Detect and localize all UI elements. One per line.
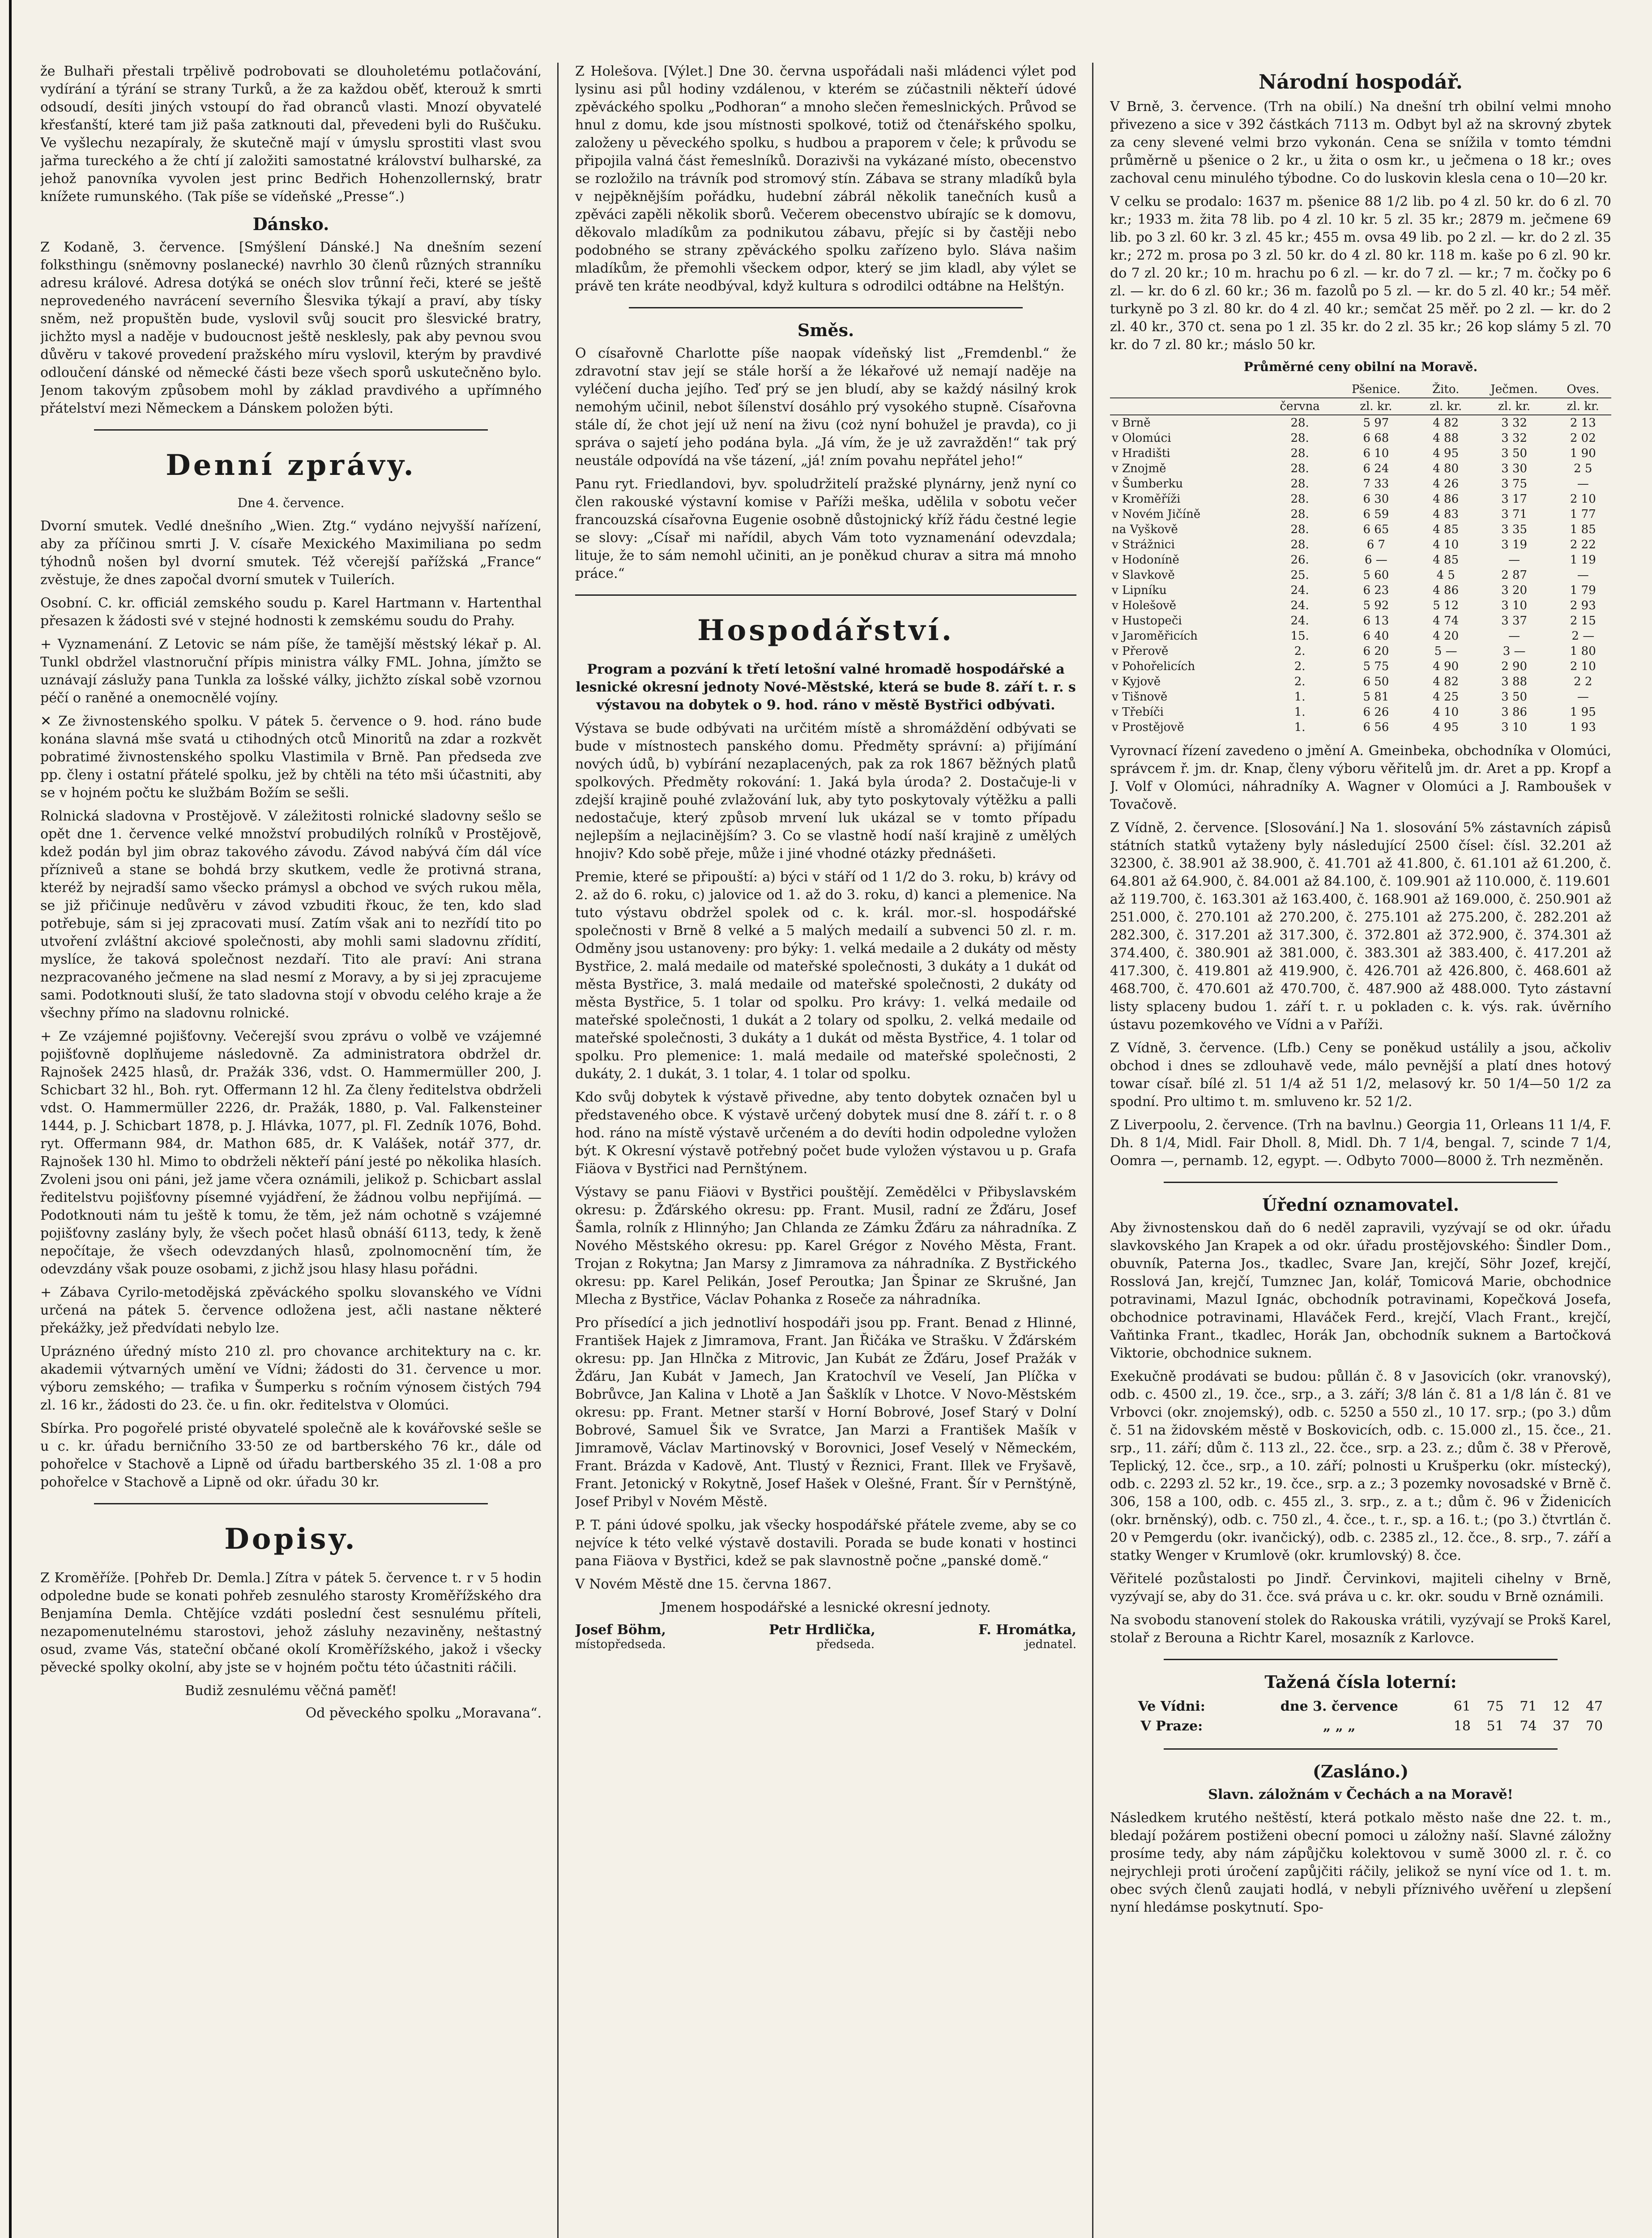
notice-item: Aby živnostenskou daň do 6 neděl zapravili, vyzývají se od okr. úřadu slavkovského Jan Krapek a od okr. úřadu prostějovského: Šindler Dom., obuvník, Paterna Jos., tkadlec, Svare Jan, krejčí, Söhr Jozef, krejčí, Rosslová Jan, krejčí, Tumznec Jan, kolář, Tomicová Marie, obchodnice potravinami, Mazul Ignác, obchodník potravinami, Kopečková Josefa, obchodnice potravinami, Hlaváček Ferd., krejčí, Vlach Frant., krejčí, Vaňtinka Frant., tkadlec, Horák Jan, obchodník suknem a Bartočková Viktorie, obchodnice suknem. — [1110, 1220, 1611, 1361]
heading-official-notices: Úřední oznamovatel. — [1262, 1195, 1460, 1215]
grain-table-cell: v Holešově — [1112, 599, 1177, 612]
grain-table-cell: 28. — [1290, 416, 1309, 430]
grain-table-units — [1110, 398, 1611, 415]
grain-table-cell: 5 — — [1434, 645, 1457, 658]
lottery-cell: 61 — [1453, 1699, 1471, 1714]
grain-table-cell: 6 68 — [1363, 431, 1389, 445]
grain-col-header: Oves. — [1555, 381, 1611, 398]
grain-table-cell: 5 97 — [1363, 416, 1389, 430]
news-item: + Vyznamenání. Z Letovic se nám píše, že tamější městský lékař p. Al. Tunkl obdržel vlastnoruční přípis ministra války FML. Johna, jímžto se uznávají záslužy pana Tunkla za lošské války, jichžto získal sobě vzornou péčí o raněné a onemocnělé vojíny. — [40, 636, 542, 706]
signature-name: Josef Böhm, — [575, 1622, 666, 1638]
grain-table-row — [1110, 613, 1611, 628]
grain-unit: zl. kr. — [1418, 398, 1474, 415]
grain-table-row — [1110, 537, 1611, 552]
grain-table-cell: 2 10 — [1570, 492, 1596, 506]
grain-table-cell: 4 10 — [1433, 538, 1459, 551]
grain-table-cell: 6 7 — [1366, 538, 1386, 551]
article-danish: Z Kodaně, 3. července. [Smýšlení Dánské.] Na dnešním sezení folksthingu (sněmovny poslanecké) navrhlo 30 členů různých stranníku adresu králové. Adresa dotýká se onéch slov trůnní řeči, které se ještě neprovedeného navrácení severního Šlesvika týkají a praví, aby tísky sněm, než propuštěn bude, vyslovil svůj soucit pro šlesvické bratry, jichžto mysl a naděje v budoucnost ještě nesklesly, pak aby pevnou svou důvěru v takové provedení pražského míru vyslovil, kterým by pravdivé odloučení dánské od německé části beze všech sporů uskutečněno bylo. Jenom takovým způsobem mohl by základ pravdivého a upřímného přátelství mezi Německem a Dánskem položen býti. — [40, 239, 542, 416]
grain-table-cell: 1. — [1294, 705, 1306, 719]
lottery-table — [1110, 1696, 1611, 1737]
signature-role-row — [575, 1638, 1076, 1651]
signature-role: jednatel. — [1025, 1638, 1076, 1651]
sent-in-subtitle: Slavn. záložnám v Čechách a na Moravě! — [1208, 1787, 1513, 1802]
grain-table-cell: 28. — [1290, 431, 1309, 445]
grain-table-cell: 1 95 — [1570, 705, 1596, 719]
grain-table-cell: v Strážnici — [1112, 538, 1175, 551]
grain-table-row — [1110, 552, 1611, 568]
grain-table-cell: 4 74 — [1433, 614, 1459, 628]
news-item: ✕ Ze živnostenského spolku. V pátek 5. července o 9. hod. ráno bude konána slavná mše svatá u ctihodných otců Minoritů na zdar a rozkvět pobratimé živnostenského spolku Vlastimila v Brně. Pan předseda zve pp. členy i ostatní přátelé spolku, jež by chtěli na této mši účastniti, aby se v hojném počtu ke službám Božím se sešli. — [40, 713, 542, 801]
grain-table-cell: 4 86 — [1433, 584, 1459, 597]
grain-table-cell: 2 02 — [1570, 431, 1596, 445]
grain-table-cell: 1 19 — [1570, 553, 1596, 567]
grain-table-cell: 4 25 — [1433, 690, 1459, 704]
grain-unit: června — [1265, 398, 1334, 415]
grain-table-cell: v Hradišti — [1112, 447, 1170, 460]
grain-table-row — [1110, 628, 1611, 644]
grain-table-cell: 3 32 — [1501, 416, 1528, 430]
grain-table-cell: 2 22 — [1570, 538, 1596, 551]
grain-table-cell: — — [1577, 568, 1589, 582]
lottery-cell: 47 — [1585, 1699, 1603, 1714]
signature-name: F. Hromátka, — [978, 1622, 1076, 1638]
lottery-cell: 74 — [1520, 1718, 1537, 1734]
grain-table-cell: 5 92 — [1363, 599, 1389, 612]
news-item: Dvorní smutek. Vedlé dnešního „Wien. Ztg.“ vydáno nejvyšší nařízení, aby za příčinou smrti J. V. císaře Mexického Maximiliana po sedm týhodnů nošen byl dvorní smutek. Též včerejší pařížská „France“ zvěstuje, že dnes započal dvorní smutek v Tuilerích. — [40, 518, 542, 588]
grain-table-row — [1110, 491, 1611, 507]
letter-kromeriz: Z Kroměříže. [Pohřeb Dr. Demla.] Zítra v pátek 5. července t. r v 5 hodin odpoledne bude se konati pohřeb zesnulého starosty Kroměřížského dra Benjamína Demla. Chtějíce vzdáti poslední čest sesnulému příteli, nezapomenutelnému starostovi, jehož zásluhy nezaviněny, neštastný osud, zvame Vás, stateční občané okolí Kroměřížského, jakož i všecky pěvecké spolky okolní, aby jste se v hojném počtu této účastniti ráčili. — [40, 1570, 542, 1675]
grain-table-cell: 4 85 — [1433, 553, 1459, 567]
grain-table-cell: 5 81 — [1363, 690, 1389, 704]
grain-table-cell: 28. — [1290, 477, 1309, 491]
lottery-row — [1111, 1717, 1610, 1736]
signature-row — [575, 1622, 1076, 1638]
grain-table-cell: — — [1577, 477, 1589, 491]
divider — [94, 1503, 488, 1504]
grain-table-cell: v Šumberku — [1112, 477, 1183, 491]
grain-table-cell: 6 23 — [1363, 584, 1389, 597]
divider — [629, 307, 1023, 308]
grain-table-cell: v Kyjově — [1112, 675, 1161, 688]
grain-table-row — [1110, 674, 1611, 689]
grain-table-cell: 28. — [1290, 523, 1309, 536]
grain-table-row — [1110, 568, 1611, 583]
grain-table-cell: 4 90 — [1433, 660, 1459, 673]
grain-table-cell: v Přerově — [1112, 645, 1169, 658]
grain-table-cell: 3 20 — [1501, 584, 1528, 597]
grain-table-cell: 4 83 — [1433, 508, 1459, 521]
grain-table-cell: v Třebíči — [1112, 705, 1164, 719]
lottery-cell: 70 — [1585, 1718, 1603, 1734]
grain-table-cell: 6 50 — [1363, 675, 1389, 688]
grain-table-cell: 4 82 — [1433, 675, 1459, 688]
grain-table-cell: 2 5 — [1574, 462, 1592, 475]
grain-table-row — [1110, 689, 1611, 705]
sent-in-text: Následkem krutého neštěstí, která potkalo město naše dne 22. t. m., bledají požárem postiženi obecní pomoci u záložny naší. Slavné záložny prosíme tedy, aby nám zápůjčku kolektovou v sumě 3000 zl. r. č. co nejrychleji proti úročení zapůjčiti ráčily, jelikož se nyní více od 1. t. m. obec svých členů zaujati hodlá, v nebyli příznivého uvěření u zlepšení nyní hledámse poskytnutí. Spo- — [1110, 1810, 1611, 1915]
grain-table-header — [1110, 381, 1611, 398]
finance-item: Z Vídně, 3. července. (Lfb.) Ceny se poněkud ustálily a jsou, ačkoliv obchod i dnes se zdlouhavě vede, málo pevnější a platí dnes hotový towar císař. bílé zl. 51 1/4 až 51 1/2, melasový kr. 50 1/4—50 1/2 za spodní. Pro ultimo t. m. smluveno kr. 52 1/2. — [1110, 1040, 1611, 1110]
grain-col-header — [1110, 381, 1265, 398]
grain-table-row — [1110, 583, 1611, 598]
letter-signature: Od pěveckého spolku „Moravana“. — [305, 1705, 542, 1721]
page-edge — [9, 0, 12, 2238]
grain-unit: zl. kr. — [1334, 398, 1418, 415]
grain-table-cell: 26. — [1290, 553, 1309, 567]
misc-item: Panu ryt. Friedlandovi, byv. spoludržitelí pražské plynárny, jenž nyní co člen rakouské výstavní komise v Paříži meška, udělila v sobotu večer francouzská císařovna Eugenie osobně důstojnický kříž řádu čestné legie se slovy: „Císař mi nařídil, abych Vám toto vyznamenání odevzdala; lituje, že to sám nemohl učiniti, an je poněkud churav a sitra má mnoho práce.“ — [575, 476, 1076, 581]
grain-table-cell: 4 95 — [1433, 447, 1459, 460]
grain-table-cell: 1. — [1294, 721, 1306, 734]
grain-table-cell: 7 33 — [1363, 477, 1389, 491]
grain-table-cell: 3 10 — [1501, 599, 1528, 612]
grain-table-cell: 5 12 — [1433, 599, 1459, 612]
grain-table-cell: na Vyškově — [1112, 523, 1178, 536]
column-rule — [1092, 63, 1093, 2238]
grain-table-cell: 3 50 — [1501, 690, 1528, 704]
column-1 — [40, 63, 542, 2238]
heading-economy: Hospodářství. — [697, 614, 954, 647]
news-item: + Zábava Cyrilo-metodějská zpěváckého spolku slovanského ve Vídni určená na pátek 5. července odložena jest, ačli nastane některé překážky, jež předvídati nebylo lze. — [40, 1285, 542, 1336]
heading-danish: Dánsko. — [252, 214, 329, 234]
grain-table-cell: 2. — [1294, 675, 1306, 688]
grain-table-cell: — — [1508, 553, 1520, 567]
lottery-cell: 51 — [1486, 1718, 1504, 1734]
grain-table-cell: 2 — — [1571, 629, 1595, 643]
grain-table-cell: 1 77 — [1570, 508, 1596, 521]
grain-table-cell: 3 86 — [1501, 705, 1528, 719]
divider — [575, 594, 1076, 596]
grain-table-row — [1110, 507, 1611, 522]
grain-table-cell: 4 95 — [1433, 721, 1459, 734]
finance-item: Vyrovnací řízení zavedeno o jmění A. Gmeinbeka, obchodníka v Olomúci, správcem ř. jm. dr. Knap, členy výboru věřitelů jm. dr. Aret a pp. Kropf a J. Volf v Olomúci, náhradníky A. Wagner v Olomúci a J. Ramboušek v Tovačově. — [1110, 743, 1611, 812]
grain-col-header — [1265, 381, 1334, 398]
grain-table-cell: 5 75 — [1363, 660, 1389, 673]
grain-price-table — [1110, 381, 1611, 735]
grain-table-cell: 4 86 — [1433, 492, 1459, 506]
finance-item: Z Vídně, 2. července. [Slosování.] Na 1. slosování 5% zástavních zápisů státních statků vytaženy byly následující 2500 čísel: čísl. 32.201 až 32300, č. 38.901 až 38.900, č. 41.701 až 41.800, č. 61.101 až 61.200, č. 64.801 až 64.900, č. 84.001 až 84.100, č. 109.901 až 110.000, č. 119.601 až 119.700, č. 163.301 až 163.400, č. 168.901 až 169.000, č. 250.901 až 251.000, č. 270.101 až 270.200, č. 275.101 až 275.200, č. 282.201 až 282.300, č. 317.201 až 317.300, č. 372.801 až 372.900, č. 374.301 až 374.400, č. 380.901 až 381.000, č. 383.301 až 383.400, č. 417.201 až 417.300, č. 419.801 až 419.900, č. 426.701 až 426.800, č. 468.601 až 468.700, č. 470.601 až 470.700, č. 487.900 až 488.000. Tyto zástavní listy splaceny budou 1. září t. r. u pokladen c. k. výs. rak. úvěrního ústavu pozemkového ve Vídni a v Paříži. — [1110, 820, 1611, 1033]
grain-table-cell: 6 — — [1365, 553, 1387, 567]
grain-table-cell: v Kroměříži — [1112, 492, 1181, 506]
grain-table-cell: 2 2 — [1574, 675, 1592, 688]
market-brno: V Brně, 3. července. (Trh na obilí.) Na dnešní trh obilní velmi mnoho přivezeno a sice v 392 částkách 7113 m. Odbyt byl až na skrovný zbytek za ceny slevené velmi brzo vykonán. Cena se snížila v tomto témdni průměrně u pšenice o 2 kr., u žita o osm kr., u ječmena o 18 kr.; oves zachoval cenu minulého týbodne. Co do luskovin klesla cena o 10—20 kr. — [1110, 99, 1611, 186]
grain-table-cell: 28. — [1290, 538, 1309, 551]
heading-letters: Dopisy. — [224, 1522, 358, 1556]
grain-unit: zl. kr. — [1474, 398, 1555, 415]
lottery-cell: 12 — [1553, 1699, 1570, 1714]
news-item: Upráznéno úředný místo 210 zl. pro chovance architektury na c. kr. akademii výtvarných umění ve Vídni; žádosti do 31. července u mor. výboru zemského; — trafika v Šumperku s ročním výnosem čistých 794 zl. 16 kr., žádosti do 23. če. u fin. okr. ředitelstva v Olomúci. — [40, 1344, 542, 1413]
grain-table-row — [1110, 461, 1611, 476]
column-rule — [557, 63, 559, 2238]
grain-table-cell: v Lipníku — [1112, 584, 1167, 597]
grain-col-header: Ječmen. — [1474, 381, 1555, 398]
grain-table-cell: 6 24 — [1363, 462, 1389, 475]
grain-table-cell: 15. — [1290, 629, 1309, 643]
heading-national-economist: Národní hospodář. — [1258, 71, 1463, 94]
grain-table-cell: v Znojmě — [1112, 462, 1166, 475]
market-sales: V celku se prodalo: 1637 m. pšenice 88 1/2 lib. po 4 zl. 50 kr. do 6 zl. 70 kr.; 1933 m. žita 78 lib. po 4 zl. 10 kr. 5 zl. 35 kr.; 2879 m. ječmene 69 lib. po 3 zl. 60 kr. 3 zl. 45 kr.; 455 m. ovsa 49 lib. po 2 zl. — kr. do 2 zl. 35 kr.; 272 m. prosa po 3 zl. 50 kr. do 4 zl. 80 kr. 118 m. kaše po 6 zl. 90 kr. do 7 zl. 20 kr.; 10 m. hrachu po 6 zl. — kr. do 7 zl. — kr.; 7 m. čočky po 6 zl. — kr. do 6 zl. 60 kr.; 36 m. fazolů po 5 zl. — kr. do 5 zl. 40 kr.; 54 měř. turkyně po 3 zl. 80 kr. do 4 zl. 40 kr.; semčat 25 měř. po 2 zl. — kr. do 2 zl. 40 kr., 370 ct. sena po 1 zl. 35 kr. do 2 zl. 35 kr.; 26 kop slámy 5 zl. 70 kr. do 7 zl. 80 kr.; máslo 50 kr. — [1110, 194, 1611, 353]
grain-table-cell: 6 26 — [1363, 705, 1389, 719]
article-bulgaria: že Bulhaři přestali trpělivě podrobovati se dlouholetému potlačování, vydírání a týrání se strany Turků, a že za každou oběť, kterouž k smrti odsoudí, desíti jiných vstoupí do řad obranců vlasti. Mnozí obyvatelé křesťanští, které tam již paša zatknouti dal, převedeni byli do Ruščuku. Ve vyšlechu nezapíraly, že skutečně mají v úmyslu sprostiti vlast svou jařma tureckého a že chtí jí založiti samostatné království bulharské, za jehož panovníka vyvolen jest princ Bedřich Hohenzollernský, bratr knížete rumunského. (Tak píše se vídeňské „Presse“.) — [40, 64, 542, 205]
grain-table-cell: 3 71 — [1501, 508, 1528, 521]
heading-lottery: Tažená čísla loterní: — [1264, 1672, 1457, 1692]
grain-table-cell: 3 32 — [1501, 431, 1528, 445]
news-item: + Ze vzájemné pojišťovny. Večerejší svou zprávu o volbě ve vzájemné pojišťovně doplňujeme následovně. Za administratora obdržel dr. Rajnošek 2425 hlasů, dr. Pražák 336, vdst. O. Hammermüller 200, J. Schicbart 32 hl., Boh. ryt. Offermann 12 hl. Za členy ředitelstva obdrželi vdst. O. Hammermüller 2226, dr. Pražák, 1880, p. Val. Falkensteiner 1444, p. J. Schicbart 1878, p. J. Hlávka, 1077, pl. Fl. Zedník 1076, Bohd. ryt. Offermann 984, dr. Mathon 685, dr. K Valášek, notář 377, dr. Rajnošek 130 hl. Mimo to obdrželi někteří pání jesté po několika hlasích. Zvoleni jsou oni páni, jež jame včera oznámili, jelikož p. Schicbart asslal ředitelstvu pojišťovny písemné vyjádření, že žádnou volbu nepřijímá. — Podotknouti nám tu ještě k tomu, že těm, jež nám ochotně s vzájemné pojišťovny zaslány byly, že všech počet hlasů obnáší 6113, tedy, k ženě nepočítaje, že všech odevzdaných hlasů, zpolnomocnění tím, že odevzdány však pouze osobami, z jichž jsou hlasy hlasu pořádni. — [40, 1029, 542, 1277]
grain-table-cell: 6 40 — [1363, 629, 1389, 643]
lottery-cell: 18 — [1453, 1718, 1471, 1734]
grain-table-cell: v Tišnově — [1112, 690, 1168, 704]
grain-table-cell: 4 80 — [1433, 462, 1459, 475]
grain-table-cell: 4 82 — [1433, 416, 1459, 430]
column-3 — [1110, 63, 1611, 2238]
grain-table-cell: 6 30 — [1363, 492, 1389, 506]
heading-sent-in: (Zasláno.) — [1312, 1761, 1409, 1781]
grain-table-cell: 28. — [1290, 508, 1309, 521]
grain-table-cell: 3 17 — [1501, 492, 1528, 506]
grain-table-cell: 6 56 — [1363, 721, 1389, 734]
finance-item: Z Liverpoolu, 2. července. (Trh na bavlnu.) Georgia 11, Orleans 11 1/4, F. Dh. 8 1/4, Midl. Fair Dholl. 8, Midl. Dh. 7 1/4, bengal. 7, scinde 7 1/4, Oomra —, pernamb. 12, egypt. —. Odbyto 7000—8000 ž. Trh nezměněn. — [1110, 1117, 1611, 1169]
economy-paragraph: Premie, které se připouští: a) býci v stáří od 1 1/2 do 3. roku, b) krávy od 2. až do 6. roku, c) jalovice od 1. až do 3. roku, d) kanci a plemenice. Na tuto výstavu obdržel spolek od c. k. král. mor.-sl. hospodářské společnosti v Brně 8 velké a 5 malých medailí a subvenci 50 zl. r. m. Odměny jsou ustanoveny: pro býky: 1. velká medaile a 2 dukáty od městy Bystřice, 2. malá medaile od mateřské společnosti, 3 dukáty a 1 dukát od města Bystřice, 3. malá medaile od mateřské společnosti, 2 dukáty od města Bystřice, 5. 1 tolar od spolku. Pro krávy: 1. velká medaile od mateřské společnosti, 1 dukát a 2 tolary od spolku, 2. velká medaile od mateřské společnosti, 3 dukáty a 1 dukát od města Bystřice, 4. 1 tolar od spolku. Pro plemenice: 1. malá medaile od mateřské společnosti, 2 dukáty, 2. 1 dukát, 3. 1 tolar, 4. 1 tolar od spolku. — [575, 869, 1076, 1082]
grain-table-cell: 24. — [1290, 584, 1309, 597]
lottery-cell: V Praze: — [1140, 1718, 1203, 1734]
grain-table-cell: 6 65 — [1363, 523, 1389, 536]
grain-table-cell: v Novém Jičíně — [1112, 508, 1201, 521]
grain-table-cell: 1 85 — [1570, 523, 1596, 536]
grain-table-cell: 4 20 — [1433, 629, 1459, 643]
grain-table-cell: 6 13 — [1363, 614, 1389, 628]
grain-table-cell: v Jaroměřicích — [1112, 629, 1198, 643]
grain-table-cell: — — [1508, 629, 1520, 643]
grain-table-cell: 2. — [1294, 660, 1306, 673]
grain-table-cell: v Prostějově — [1112, 721, 1184, 734]
economy-sig-title: Jmenem hospodářské a lesnické okresní jednoty. — [661, 1600, 991, 1615]
grain-table-row — [1110, 415, 1611, 431]
grain-table-cell: 1 90 — [1570, 447, 1596, 460]
grain-table-cell: 25. — [1290, 568, 1309, 582]
lottery-row — [1111, 1697, 1610, 1716]
grain-table-cell: 4 10 — [1433, 705, 1459, 719]
grain-table-cell: 6 20 — [1363, 645, 1389, 658]
economy-program-title: Program a pozvání k třetí letošní valné hromadě hospodářské a lesnické okresní jednoty Nové-Městské, která se bude 8. září t. r. s výstavou na dobytek o 9. hod. ráno v městě Bystřici odbývati. — [576, 662, 1076, 713]
grain-table-cell: 24. — [1290, 614, 1309, 628]
grain-table-title: Průměrné ceny obilní na Moravě. — [1243, 359, 1478, 374]
economy-paragraph: P. T. páni údové spolku, jak všecky hospodářské přátele zveme, aby se co nejvíce k této velké výstavě dostavili. Porada se bude konati v hostinci pana Fiäova v Bystřici, kdež se pak slavnostně počne „panské domě.“ — [575, 1517, 1076, 1569]
divider — [94, 429, 488, 431]
grain-table-cell: v Pohořelicích — [1112, 660, 1195, 673]
grain-table-cell: 4 26 — [1433, 477, 1459, 491]
heading-daily-news: Denní zprávy. — [166, 448, 416, 482]
grain-table-row — [1110, 659, 1611, 674]
lottery-cell: 37 — [1553, 1718, 1570, 1734]
grain-table-cell: 4 5 — [1436, 568, 1455, 582]
grain-table-cell: 28. — [1290, 447, 1309, 460]
grain-table-cell: 2 15 — [1570, 614, 1596, 628]
grain-table-cell: 4 85 — [1433, 523, 1459, 536]
divider — [1164, 1659, 1558, 1660]
economy-paragraph: Kdo svůj dobytek k výstavě přivedne, aby tento dobytek označen byl u představeného obce. K výstavě určený dobytek musí dne 8. září t. r. o 8 hod. ráno na místě výstavě určeném a do devíti hodin odpoledne vyložen být. K Okresní výstavě potřebný počet bude vyložen výstavou u p. Grafa Fiäova v Bystřici nad Pernštýnem. — [575, 1089, 1076, 1177]
grain-table-cell: v Brně — [1112, 416, 1151, 430]
signature-role: předseda. — [816, 1638, 875, 1651]
divider — [1164, 1182, 1558, 1183]
grain-table-cell: 2 13 — [1570, 416, 1596, 430]
lottery-body — [1111, 1697, 1610, 1736]
news-item: Rolnická sladovna v Prostějově. V záležitosti rolnické sladovny sešlo se opět dne 1. července velké množství probudilých rolníků v Prostějově, kdež podán byl jim obraz takového závodu. Závod nabývá čím dál více přízniveů a stane se bohdá brzy skutkem, vedle že protivná strana, kteréž by nejradší samo všecko prámysl a obchod ve svých rukou měla, se již přičinuje nedůvěru v závod vzbuditi řkouc, že ten, kdo slad potřebuje, sám si jej zpracovati musí. Zatím však ani to nezřídí tito po utvoření zvláštní akciové společnosti, aby mohli sami sladovnu zřídití, myslíce, že taková společnost nezdaří. Tito ale praví: Ani strana nezpracovaného ječmene na slad nesmí z Moravy, a by si jej zpracujeme sami. Podotknouti sluší, že tato sladovna stojí v obvodu celého kraje a že všechny přímo na sladovnu rolnické. — [40, 808, 542, 1021]
grain-unit: zl. kr. — [1555, 398, 1611, 415]
grain-table-cell: 3 35 — [1501, 523, 1528, 536]
grain-table-cell: v Slavkově — [1112, 568, 1175, 582]
grain-table-cell: 1 79 — [1570, 584, 1596, 597]
economy-date: V Novém Městě dne 15. června 1867. — [575, 1576, 832, 1592]
grain-table-cell: 3 19 — [1501, 538, 1528, 551]
heading-miscellany: Směs. — [797, 320, 854, 340]
grain-table-cell: 4 88 — [1433, 431, 1459, 445]
grain-table-cell: 24. — [1290, 599, 1309, 612]
grain-table-cell: v Hodoníně — [1112, 553, 1179, 567]
grain-table-cell: 2. — [1294, 645, 1306, 658]
economy-paragraph: Výstavy se panu Fiäovi v Bystřici pouštějí. Zemědělci v Přibyslavském okresu: p. Žďárského okresu: pp. Frant. Musil, radní ze Žďáru, Josef Šamla, rolník z Hlinnýho; Jan Chlanda ze Zámku Žďáru za náhradníka. Z Nového Městského okresu: pp. Karel Grégor z Nového Města, Frant. Trojan z Rokytna; Jan Marsy z Jimramova za náhradníka. Z Bystřického okresu: pp. Karel Pelikán, Josef Peroutka; Jan Špinar ze Skrušné, Jan Mlecha z Bystřice, Václav Pohanka z Roseče za náhradníka. — [575, 1184, 1076, 1307]
grain-table-cell: 1 80 — [1570, 645, 1596, 658]
news-date: Dne 4. července. — [237, 495, 345, 510]
grain-table-row — [1110, 522, 1611, 537]
grain-table-cell: 2 90 — [1501, 660, 1528, 673]
article-holesov: Z Holešova. [Výlet.] Dne 30. června uspořádali naši mládenci výlet pod lysinu asi půl hodiny vzdálenou, v kterém se zúčastnili někteří údové zpěváckého spolku „Podhoran“ a mnoho slečen řemeslnických. Průvod se hnul z domu, kde jsou místnosti spolkové, totiž od čtenářského spolku, založeny u pěveckého spolku, s hudbou a praporem v čele; k průvodu se připojila valná část řemeslníků. Dorazivši na vykázané místo, obecenstvo se rozložilo na trávník pod stromový stín. Zábava se strany mladíků byla v nejpěknějším pořádku, hudební zábrál několik tanečních kusů a zpěváci zapěli několik sborů. Večerem obecenstvo ubírajíc se k domovu, děkovalo mladíkům za podnikutou zábavu, přejíc si by častěji nebo podobného se strany zpěváckého spolku zařízeno bylo. Sláva našim mladíkům, že přemohli všeckem odpor, který se jim kladl, aby výlet se právě ten kráte neodbýval, když kultura s odrodilci odtábne na Helštýn. — [575, 64, 1076, 294]
grain-table-cell: 3 37 — [1501, 614, 1528, 628]
grain-col-header: Pšenice. — [1334, 381, 1418, 398]
grain-table-cell: 3 50 — [1501, 447, 1528, 460]
grain-table-cell: v Hustopeči — [1112, 614, 1182, 628]
notice-item: Exekučně prodávati se budou: půllán č. 8 v Jasovicích (okr. vranovský), odb. c. 4500 zl., 19. čce., srp., a 3. září; 3/8 lán č. 81 a 1/8 lán č. 81 ve Vrbovci (okr. znojemský), odb. c. 5250 a 550 zl., 10 17. srp.; (po 3.) dům č. 51 na židovském městě v Boskovicích, odb. c. 15.000 zl., 15. čce., 21. srp., 11. září; dům č. 113 zl., 22. čce., srp. a 23. z.; dům č. 38 v Přerově, Teplický, 12. čce., srp., a 10. září; polnosti u Krušperku (okr. místecký), odb. c. 2293 zl. 52 kr., 19. čce., srp. a z.; 3 pozemky novosadské v Brně č. 306, 158 a 100, odb. c. 455 zl., 3. srp., z. a t.; dům č. 96 v Židenicích (okr. brněnský), odb. c. 750 zl., 4. čce., t. r., sp. a 16. t.; (po 3.) čtvrtlán č. 20 v Pemgerdu (okr. ivančický), odb. c. 2385 zl., 12. čce., 8. srp., 7. září a statky Wenger v Krumlově (okr. krumlovský) 8. čce. — [1110, 1369, 1611, 1563]
news-item: Osobní. C. kr. officiál zemského soudu p. Karel Hartmann v. Hartenthal přesazen k žádosti své v stejné hodnosti k zemskému soudu do Prahy. — [40, 595, 542, 629]
letter-closing: Budiž zesnulému věčná paměť! — [185, 1683, 397, 1699]
grain-table-cell: 3 30 — [1501, 462, 1528, 475]
grain-table-cell: v Olomúci — [1112, 431, 1171, 445]
lottery-cell: 71 — [1520, 1699, 1537, 1714]
grain-table-cell: 5 60 — [1363, 568, 1389, 582]
grain-table-row — [1110, 598, 1611, 613]
divider — [1164, 1748, 1558, 1750]
grain-table-row — [1110, 446, 1611, 461]
grain-table-cell: 6 10 — [1363, 447, 1389, 460]
grain-table-cell: 1. — [1294, 690, 1306, 704]
notice-item: Věřitelé pozůstalosti po Jindř. Červinkovi, majiteli cihelny v Brně, vyzývají se, aby do 31. čce. svá práva u c. kr. okr. soudu v Brně oznámili. — [1110, 1571, 1611, 1605]
economy-paragraph: Pro přísedící a jich jednotliví hospodáři jsou pp. Frant. Benad z Hlinné, František Hajek z Jimramova, Frant. Jan Řičáka ve Strašku. V Žďárském okresu: pp. Jan Hlnčka z Mitrovic, Jan Kubát ze Žďáru, Josef Pražák v Žďáru, Jan Kubát v Jamech, Jan Kratochvíl ve Veselí, Jan Plíčka v Bobrůvce, Jan Kalina v Lhotě a Jan Šašklík v Lhotce. V Novo-Městském okresu: pp. Frant. Metner starší v Horní Bobrové, Josef Starý v Dolní Bobrové, Samuel Šik ve Svratce, Jan Marzi a František Mašík v Jimramově, Václav Martinovský v Borovnici, Josef Veselý v Německém, Frant. Brázda v Kadově, Ant. Tlustý v Řeznici, Frant. Illek ve Fryšavě, Frant. Jetonický v Rokytně, Josef Hašek v Olešné, Frant. Šír v Pernštýně, Josef Pribyl v Novém Městě. — [575, 1315, 1076, 1510]
grain-table-cell: 6 59 — [1363, 508, 1389, 521]
grain-table-cell: 3 75 — [1501, 477, 1528, 491]
misc-item: O císařovně Charlotte píše naopak vídeňský list „Fremdenbl.“ že zdravotní stav její se stále horší a že lékařové už nemají naděje na vyléčení ducha jejího. Teď prý se jen bludí, aby se každý násilný krok nemohým učinil, nebot šílenství dosáhlo prý vysokého stupně. Císařovna stále dí, že chot její už není na živu (coż nyní bohužel je pravda), co ji správa o sajetí jeho podána byla. „Já vím, že je už zavražděn!“ tak prý neustále odpovídá na vše tázení, „já! zním povahu nepřátel jeho!“ — [575, 346, 1076, 469]
grain-table-cell: — — [1577, 690, 1589, 704]
grain-table-body — [1110, 415, 1611, 735]
lottery-cell: dne 3. července — [1280, 1699, 1398, 1714]
signature-role: místopředseda. — [575, 1638, 666, 1651]
grain-table-cell: 3 — — [1503, 645, 1526, 658]
newspaper-page — [40, 63, 1611, 2238]
grain-table-cell: 2 10 — [1570, 660, 1596, 673]
grain-table-row — [1110, 720, 1611, 735]
grain-table-cell: 28. — [1290, 492, 1309, 506]
grain-table-row — [1110, 705, 1611, 720]
notice-item: Na svobodu stanovení stolek do Rakouska vrátili, vyzývají se Prokš Karel, stolař z Berouna a Richtr Karel, mosazník z Karlovce. — [1110, 1612, 1611, 1646]
grain-table-cell: 2 87 — [1501, 568, 1528, 582]
lottery-cell: „ „ „ — [1323, 1718, 1356, 1734]
grain-table-cell: 28. — [1290, 462, 1309, 475]
economy-paragraph: Výstava se bude odbývati na určitém místě a shromáždění odbývati se bude v místnostech panského domu. Předměty správní: a) přijímání nových údů, b) vybírání nezaplacených, pak za rok 1867 běžných platů spolkových. Předměty rokování: 1. Jaká byla úroda? 2. Dostačuje-li v zdejší krajině pouhé zvlažování luk, aby tyto poskytovaly výtěžku a palli nedostačuje, který způsob mrvení luk ukázal se v tomto případu nejlepším a nejlacinějším? 3. Co se vlastně hodí naší krajině z umělých hnojiv? Kdo sobě přeje, může i jiné vhodné otázky přednášeti. — [575, 721, 1076, 862]
grain-table-cell: 3 10 — [1501, 721, 1528, 734]
grain-col-header: Žito. — [1418, 381, 1474, 398]
news-item: Sbírka. Pro pogořelé pristé obyvatelé společně ale k kovářovské sešle se u c. kr. úřadu berničního 33·50 ze od bartberského 76 kr., dále od pohořelce v Stachově a Lipně od úřadu bartberského 35 zl. 1·08 a pro pohořelce v Stachově a Lipně od okr. úřadu 30 kr. — [40, 1421, 542, 1490]
lottery-cell: Ve Vídni: — [1138, 1699, 1205, 1714]
lottery-cell: 75 — [1486, 1699, 1504, 1714]
grain-table-cell: 3 88 — [1501, 675, 1528, 688]
grain-table-row — [1110, 431, 1611, 446]
grain-table-cell: 1 93 — [1570, 721, 1596, 734]
grain-table-row — [1110, 476, 1611, 491]
grain-table-cell: 2 93 — [1570, 599, 1596, 612]
column-2 — [575, 63, 1076, 2238]
grain-table-row — [1110, 644, 1611, 659]
grain-unit — [1110, 398, 1265, 415]
signature-name: Petr Hrdlička, — [769, 1622, 875, 1638]
